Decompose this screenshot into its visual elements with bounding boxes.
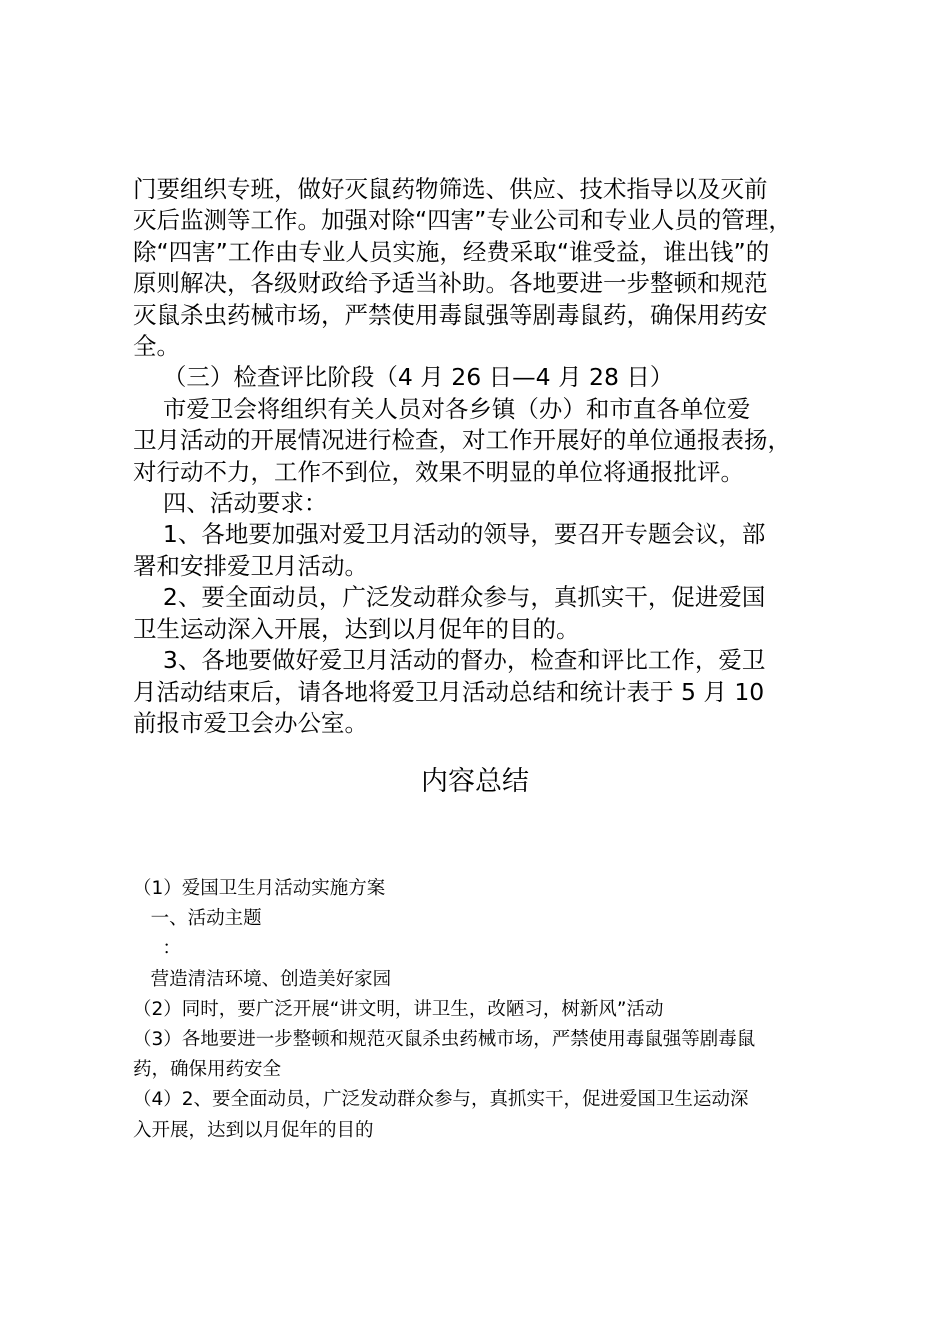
summary-line: （3）各地要进一步整顿和规范灭鼠杀虫药械市场，严禁使用毒鼠强等剧毒鼠 [133,1029,756,1051]
summary-line: （2）同时，要广泛开展“讲文明，讲卫生，改陋习，树新风”活动 [133,998,664,1020]
summary-section [133,874,853,1146]
body-line: 3、各地要做好爱卫月活动的督办，检查和评比工作，爱卫 [133,646,766,675]
body-line: 门要组织专班，做好灭鼠药物筛选、供应、技术指导以及灭前 [133,175,768,203]
body-line: 对行动不力，工作不到位，效果不明显的单位将通报批评。 [133,457,744,486]
summary-line: 入开展，达到以月促年的目的 [133,1119,374,1141]
summary-line: 药，确保用药安全 [133,1059,282,1081]
body-line: 除“四害”工作由专业人员实施，经费采取“谁受益，谁出钱”的 [133,237,770,266]
summary-line: ： [133,938,181,960]
body-line: 1、各地要加强对爱卫月活动的领导，要召开专题会议，部 [133,520,766,549]
body-line: 2、要全面动员，广泛发动群众参与，真抓实干，促进爱国 [133,583,766,612]
body-line: 灭后监测等工作。加强对除“四害”专业公司和专业人员的管理， [133,206,792,235]
body-line: 全。 [133,332,180,361]
body-line: 原则解决，各级财政给予适当补助。各地要进一步整顿和规范 [133,269,768,298]
summary-line: （1）爱国卫生月活动实施方案 [133,878,386,899]
section-heading: 四、活动要求： [133,489,328,518]
section-heading: （三）检查评比阶段（4 月 26 日—4 月 28 日） [133,363,674,392]
summary-line: 一、活动主题 [133,908,262,930]
body-line: 灭鼠杀虫药械市场，严禁使用毒鼠强等剧毒鼠药，确保用药安 [133,300,768,329]
body-line: 卫生运动深入开展，达到以月促年的目的。 [133,614,580,643]
document-body [133,174,853,739]
body-line: 市爱卫会将组织有关人员对各乡镇（办）和市直各单位爱 [133,394,751,423]
summary-title: 内容总结 [421,766,529,797]
body-line: 月活动结束后，请各地将爱卫月活动总结和统计表于 5 月 10 [133,677,765,706]
body-line: 署和安排爱卫月活动。 [133,551,368,580]
summary-line: 营造清洁环境、创造美好家园 [133,968,392,990]
body-line: 卫月活动的开展情况进行检查，对工作开展好的单位通报表扬， [133,426,791,455]
body-line: 前报市爱卫会办公室。 [133,708,368,737]
summary-line: （4）2、要全面动员，广泛发动群众参与，真抓实干，促进爱国卫生运动深 [133,1089,749,1111]
